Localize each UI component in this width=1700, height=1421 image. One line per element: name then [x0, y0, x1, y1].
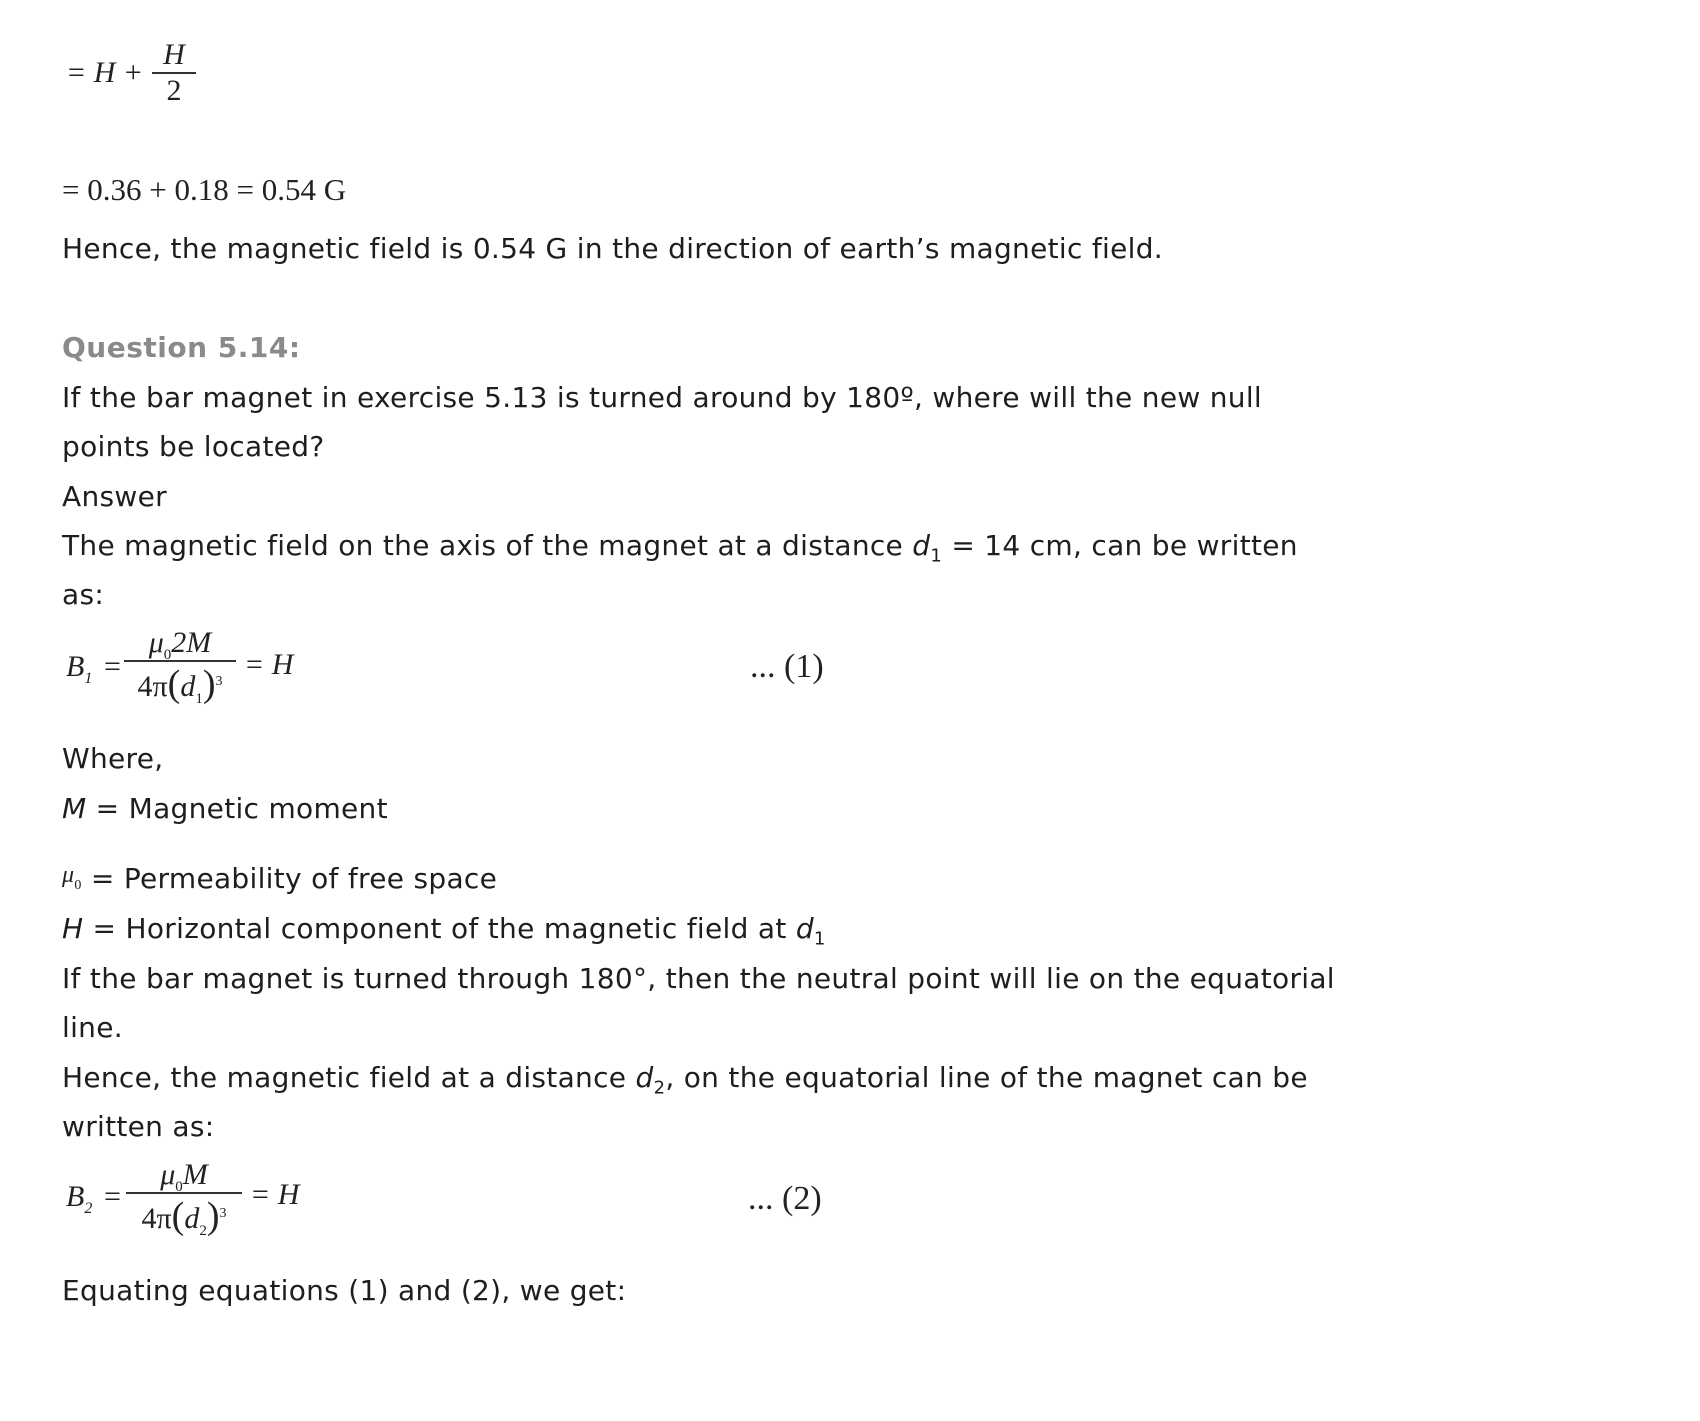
eq1-tag: ... (1)	[750, 648, 824, 685]
eq2-num-mu: μ	[160, 1158, 176, 1191]
definition-h-var: d	[795, 912, 814, 945]
answer-paragraph-2-line-1: If the bar magnet is turned through 180°, then the neutral point will lie on the equatorial	[62, 962, 1335, 995]
eq2-lhs	[66, 1180, 93, 1217]
question-line-1: If the bar magnet in exercise 5.13 is turned around by 180º, where will the new null	[62, 381, 1262, 414]
answer-label: Answer	[62, 480, 167, 513]
definition-h-symbol: H	[62, 912, 84, 945]
definition-mu-sub: 0	[74, 877, 82, 893]
definition-m-symbol: M	[62, 792, 87, 825]
eq1-fraction	[124, 626, 236, 706]
eq2-tag: ... (2)	[748, 1180, 822, 1217]
definition-h	[62, 912, 826, 950]
eq1-equals: =	[104, 650, 121, 683]
eq1-denominator: $4\pi(d_1)^3$	[137, 663, 223, 707]
answer-paragraph-3	[62, 1061, 1308, 1099]
answer-paragraph-2-line-2: line.	[62, 1011, 123, 1044]
eq2-den-sub: 2	[199, 1223, 207, 1239]
equation-numeric	[62, 172, 346, 208]
eq1-den-exp: 3	[215, 674, 223, 689]
definition-mu-symbol: μ	[62, 862, 75, 888]
eq2-rhs: = H	[250, 1178, 300, 1211]
question-heading: Question 5.14:	[62, 331, 301, 364]
equation-lhs: = H +	[66, 56, 144, 89]
eq2-num-mu-sub: 0	[175, 1179, 183, 1195]
fraction-h-over-2	[152, 38, 196, 108]
eq2-equals: =	[104, 1180, 121, 1213]
eq2-numerator	[126, 1158, 242, 1195]
para1-var: d	[912, 529, 931, 562]
para3-post: , on the equatorial line of the magnet can be	[665, 1061, 1308, 1094]
eq2-num-rest: M	[182, 1158, 208, 1191]
para3-var: d	[635, 1061, 654, 1094]
para1-pre: The magnetic field on the axis of the magnet at a distance	[62, 529, 913, 562]
question-line-2: points be located?	[62, 430, 325, 463]
eq2-den-var: d	[184, 1202, 200, 1235]
eq1-numerator	[124, 626, 236, 663]
eq1-lhs-var: B	[66, 650, 85, 683]
eq1-lhs-sub: 1	[84, 670, 93, 687]
eq1-num-rest: 2M	[171, 626, 212, 659]
definition-mu-text: = Permeability of free space	[81, 862, 498, 895]
para1-sub: 1	[930, 545, 943, 567]
eq1-lhs	[66, 650, 93, 687]
eq1-rhs: = H	[244, 648, 294, 681]
definition-m	[62, 792, 388, 825]
eq1-den-sub: 1	[195, 691, 203, 707]
eq2-lhs-var: B	[66, 1180, 85, 1213]
definition-h-text: = Horizontal component of the magnetic field at	[83, 912, 796, 945]
para1-post: = 14 cm, can be written	[942, 529, 1298, 562]
answer-paragraph-3-line-2: written as:	[62, 1110, 215, 1143]
eq2-fraction	[126, 1158, 242, 1238]
where-label: Where,	[62, 742, 164, 775]
equation-numeric-text: = 0.36 + 0.18 = 0.54 G	[62, 172, 347, 207]
para3-pre: Hence, the magnetic field at a distance	[62, 1061, 636, 1094]
eq1-den-var: d	[180, 670, 196, 703]
eq2-denominator: $4\pi(d_2)^3$	[141, 1195, 227, 1239]
definition-h-sub: 1	[813, 928, 826, 950]
answer-paragraph-1	[62, 529, 1298, 567]
equation-h-plus-half	[66, 56, 143, 90]
fraction-denominator: 2	[166, 74, 182, 107]
eq1-num-mu: μ	[148, 626, 164, 659]
definition-m-text: = Magnetic moment	[86, 792, 388, 825]
definition-mu	[62, 862, 497, 895]
eq2-den-exp: 3	[219, 1206, 227, 1221]
eq2-lhs-sub: 2	[84, 1200, 93, 1217]
eq1-num-mu-sub: 0	[163, 647, 172, 663]
para3-sub: 2	[653, 1077, 666, 1099]
eq2-den-pre: 4π	[141, 1202, 172, 1235]
final-line: Equating equations (1) and (2), we get:	[62, 1274, 627, 1307]
conclusion-text: Hence, the magnetic field is 0.54 G in the direction of earth’s magnetic field.	[62, 232, 1163, 265]
fraction-numerator: H	[163, 38, 185, 71]
eq1-den-pre: 4π	[137, 670, 168, 703]
answer-paragraph-1-line-2: as:	[62, 578, 105, 611]
